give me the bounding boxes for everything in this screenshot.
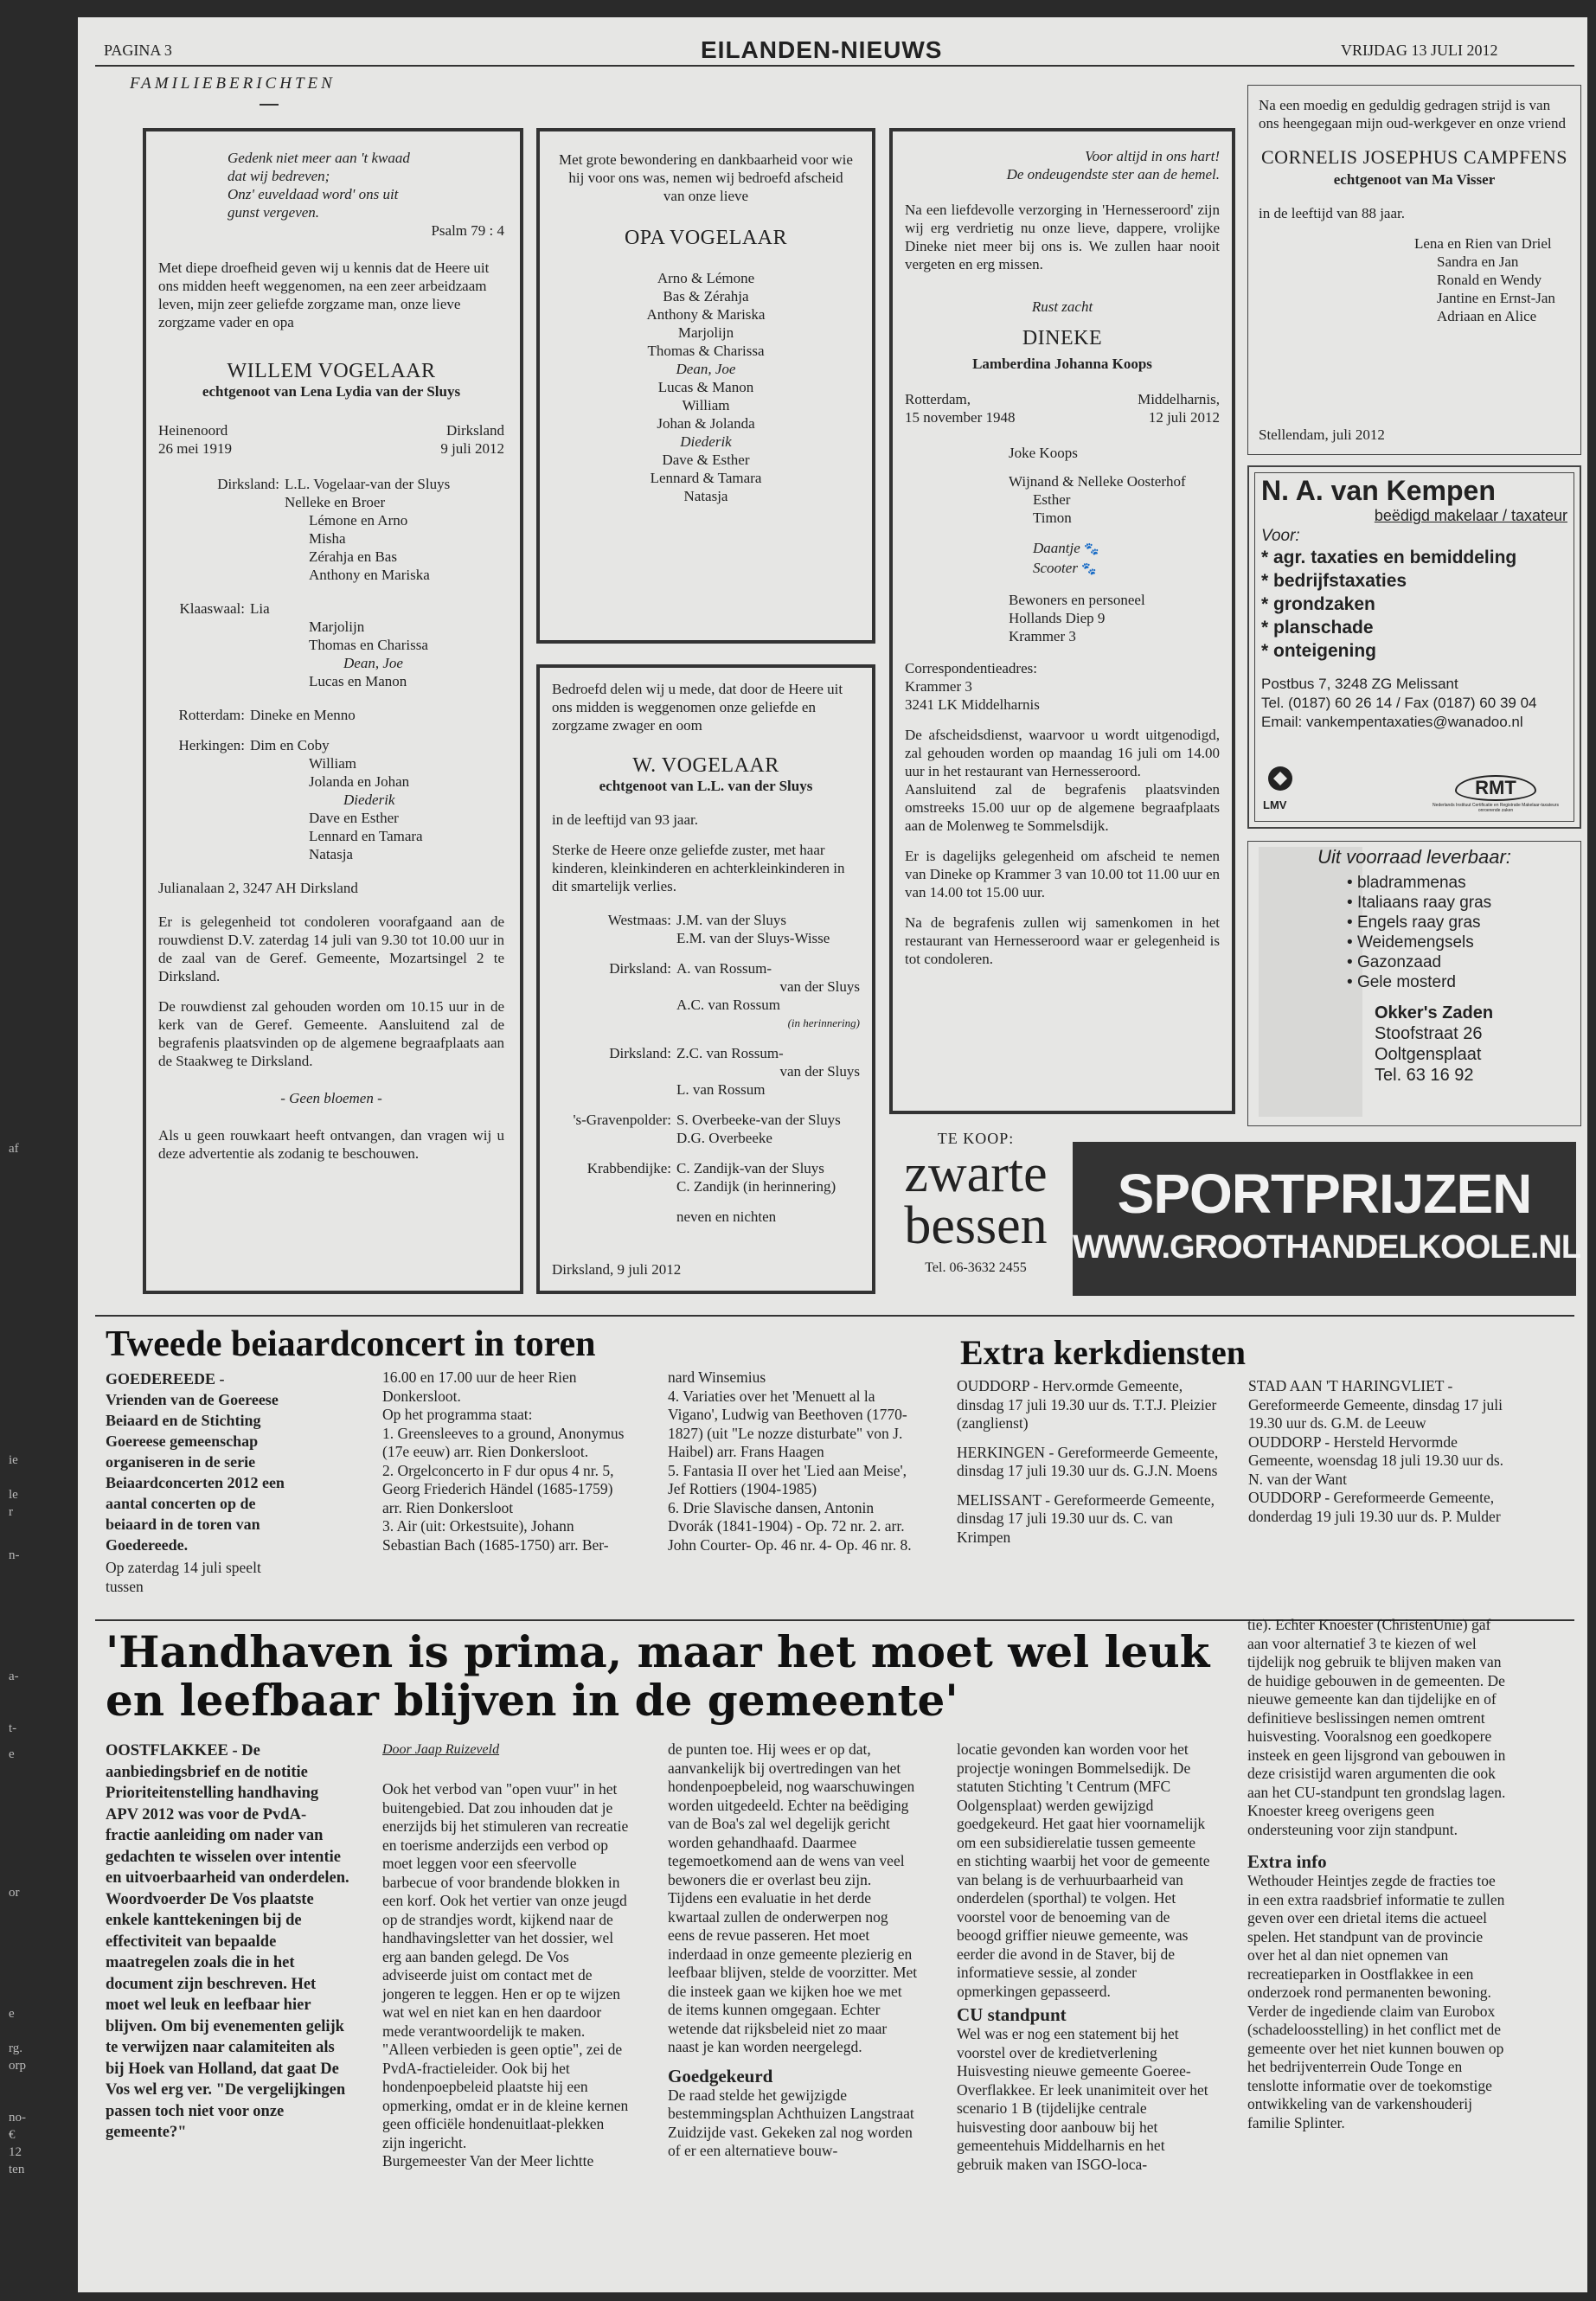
birth-date: 26 mei 1919: [158, 440, 232, 457]
apv-col4: locatie gevonden kan worden voor het projectje woningen Bommelsedijk. De statuten Stichting 't Centrum (MFC Oolgensplaat) werden gewijzigd goedgekeurd. Het gaat hier voornamelijk om een subsidierelatie tussen gemeente en stichting waarbij het voor de gemeente van belang is de verhuurbaarheid van onderdelen (sporthal) te volgen. Het voorstel voor de benoeming van de beoogd griffier nieuwe gemeente, was eerder die avond in de Staver, bij de informatieve sessie, al zonder opmerkingen gepasseerd. CU standpunt Wel was er nog een statement bij het voorstel over de kredietverlening Huisvesting nieuwe gemeente Goeree-Overflakkee. Er leek unanimiteit over het scenario 1 B (tijdelijke centrale huisvesting door aanbouw bij het gemeentehuis Middelharnis en het gebruik maken van ISGO-loca-: [957, 1740, 1210, 2173]
kerk-col1: OUDDORP - Herv.ormde Gemeente, dinsdag 17 juli 19.30 uur ds. T.T.J. Pleizier (zanglienst) HERKINGEN - Gereformeerde Gemeente, dinsdag 17 juli 19.30 uur ds. G.J.N. Moens MELISSANT - Gereformeerde Gemeente, dinsdag 17 juli 19.30 uur ds. C. van Krimpen: [957, 1377, 1219, 1546]
address: Julianalaan 2, 3247 AH Dirksland: [158, 880, 358, 896]
obituary-willem-vogelaar: [143, 128, 523, 1294]
death-date: 12 juli 2012: [1148, 409, 1220, 426]
condolence-info: Er is gelegenheid tot condoleren voorafgaand aan de rouwdienst D.V. zaterdag 14 juli van 9.30 tot 10.00 uur in de zaal van de Geref. Gemeente, Mozartsingel 2 te Dirksland.: [158, 913, 504, 984]
shop-info: Okker's Zaden Stoofstraat 26 Ooltgensplaat Tel. 63 16 92: [1375, 1003, 1494, 1085]
verse: Gedenk niet meer aan 't kwaad dat wij bedreven; Onz' euveldaad word' ons uit gunst vergeven.: [228, 150, 410, 221]
paw-icon: 🐾: [1081, 563, 1097, 576]
obituary-dineke: [889, 128, 1235, 1114]
spouse-line: echtgenoot van L.L. van der Sluys: [599, 778, 813, 794]
intro-text: Na een liefdevolle verzorging in 'Hernesseroord' zijn wij erg verdrietig nu onze lieve, dappere, vrolijke Dineke niet meer bij ons is. We zullen haar nooit vergeten en erg missen.: [905, 202, 1220, 272]
newspaper-page: [78, 17, 1587, 2292]
deceased-name: CORNELIS JOSEPHUS CAMPFENS: [1260, 146, 1568, 168]
comfort-text: Sterke de Heere onze geliefde zuster, met haar kinderen, kleinkinderen en achterkleinkinderen in dit smartelijk verlies.: [552, 842, 845, 894]
card-note: Als u geen rouwkaart heeft ontvangen, dan vragen wij u deze advertentie als zodanig te beschouwen.: [158, 1127, 504, 1162]
deceased-name: DINEKE: [1022, 327, 1103, 349]
death-place: Middelharnis,: [1138, 391, 1220, 407]
company-subtitle: beëdigd makelaar / taxateur: [1374, 507, 1567, 524]
section-title: FAMILIEBERICHTEN: [130, 74, 336, 93]
beiaard-col3: nard Winsemius 4. Variaties over het 'Menuett al la Vigano', Ludwig van Beethoven (1770-1827) (uit "Le nozze disturbate" von J. Haibel) arr. Frans Haagen 5. Fantasia II over het 'Lied aan Meise', Jef Rottiers (1904-1985) 6. Drie Slavische dansen, Antonin Dvorák (1841-1904) - Op. 72 nr. 2. arr. John Courter- Op. 46 nr. 4- Op. 46 nr. 8.: [668, 1368, 912, 1554]
deceased-name: WILLEM VOGELAAR: [227, 360, 436, 382]
birth-place: Heinenoord: [158, 422, 228, 439]
paw-icon: 🐾: [1084, 543, 1099, 556]
rmt-logo: RMT Nederlands Instituut Certificatie en Registratie Makelaar-taxateurs onroerende zaken: [1433, 777, 1559, 813]
ad-title: Uit voorraad leverbaar:: [1317, 846, 1511, 868]
beiaard-headline: Tweede beiaardconcert in toren: [106, 1324, 596, 1364]
apv-col5: tie). Echter Knoester (ChristenUnie) gaf aan voor alternatief 3 te kiezen of wel tijdelijk nog gebruik te blijven maken van de huidige gebouwen in de gemeenten. De nieuwe gemeente kan dan tijdelijke en of definitieve beslissingen nemen omtrent huisvesting. Vooralsnog een goedkopere insteek en geen lijsgrond van gebouwen in deze crisistijd waren argumenten die ook aan het CU-standpunt ten grondslag lagen. Knoester kreeg overigens geen ondersteuning voor zijn standpunt. Extra info Wethouder Heintjes zegde de fracties toe in een extra raadsbrief informatie te zullen geven over een drietal items die actueel spelen. Het standpunt van de provincie over het al dan niet opnemen van recreatieparken in Oostflakkee in een onderzoek rond permanenten bewoning. Verder de ingediende claim van Eurobox (schadeloosstelling) in het conflict met de gemeente over het niet kunnen bouwen op het bedrijventerrein Oude Tonge en tenslotte informatie over de toekomstige ontwikkeling van de varkenshouderij familie Splinter.: [1247, 1616, 1506, 2131]
family-list: Joke Koops Wijnand & Nelleke Oosterhof Esther Timon Daantje 🐾 Scooter 🐾 Bewoners en personeel Hollands Diep 9 Krammer 3: [1009, 445, 1186, 644]
ad-sportprijzen: SPORTPRIJZEN WWW.GROOTHANDELKOOLE.NL: [1073, 1142, 1576, 1296]
deceased-name: OPA VOGELAAR: [624, 227, 788, 249]
place-date: Stellendam, juli 2012: [1259, 426, 1385, 443]
services-label: Voor:: [1261, 527, 1300, 545]
intro-text: Met diepe droefheid geven wij u kennis dat de Heere uit ons midden heeft weggenomen, na een zeer arbeidzaam leven, mijn zeer geliefde zorgzame man, onze lieve zorgzame vader en opa: [158, 260, 490, 330]
beiaard-col1: Op zaterdag 14 juli speelt tussen: [106, 1559, 261, 1595]
service-info: De rouwdienst zal gehouden worden om 10.15 uur in de kerk van de Geref. Gemeente. Aansluitend zal de begrafenis plaatsvinden op de algemene begraafplaats aan de Staakweg te Dirksland.: [158, 998, 504, 1069]
death-date: 9 juli 2012: [440, 440, 504, 457]
no-flowers: - Geen bloemen -: [280, 1090, 382, 1106]
services-list: * agr. taxaties en bemiddeling * bedrijfstaxaties * grondzaken * planschade * onteigening: [1261, 548, 1517, 661]
spouse-line: echtgenoot van Ma Visser: [1333, 171, 1496, 188]
lmv-logo: LMV: [1263, 765, 1301, 811]
section-dash: [260, 104, 279, 106]
apv-headline: 'Handhaven is prima, maar het moet wel leuk en leefbaar blijven in de gemeente': [106, 1626, 1210, 1726]
apv-lead: OOSTFLAKKEE - De aanbiedingsbrief en de notitie Prioriteitenstelling handhaving APV 2012 was voor de PvdA-fractie aanleiding om nader van gedachten te wisselen over intentie en uitvoerbaarheid van onderdelen. Woordvoerder De Vos plaatste enkele kanttekeningen bij de effectiviteit van bepaalde maatregelen zoals die in het document zijn beschreven. Het moet wel leuk en leefbaar hier blijven. Om bij evenementen gelijk te verwijzen naar calamiteiten als bij Hoek van Holland, dat gaat De Vos wel erg ver. "De vergelijkingen passen toch niet voor onze gemeente?": [106, 1742, 349, 2141]
visit-info: Er is dagelijks gelegenheid om afscheid te nemen van Dineke op Krammer 3 van 10.00 tot 11.00 uur en van 14.00 tot 15.00 uur.: [905, 848, 1220, 901]
birth-place: Rotterdam,: [905, 391, 971, 407]
company-name: N. A. van Kempen: [1261, 475, 1496, 506]
birth-date: 15 november 1948: [905, 409, 1016, 426]
page-number: PAGINA 3: [104, 42, 172, 59]
apv-col3: de punten toe. Hij wees er op dat, aanvankelijk bij overtredingen van het hondenpoepbeleid, nog waarschuwingen worden uitgedeeld. Echter na beëdiging van de Boa's zal wel degelijk gericht worden gehandhaafd. Daarmee tegemoetkomend aan de wens van veel bewoners die er overlast beu zijn. Tijdens een evaluatie in het derde kwartaal zullen de onderwerpen nog eens de revue passeren. Het moet inderdaad in onze gemeente plezierig en leefbaar blijven, stelde de voorzitter. Met die insteek gaan we kijken hoe we met de items kunnen omgegaan. Echter wetende dat rijksbeleid niet zo maar naast je kan worden neergelegd. Goedgekeurd De raad stelde het gewijzigde bestemmingsplan Achthuizen Langstraat Zuidzijde vast. Gekeken zal nog worden of er een alternatieve bouw-: [668, 1740, 918, 2159]
obituary-campfens: [1247, 85, 1581, 455]
death-place: Dirksland: [445, 422, 504, 439]
apv-col2: Ook het verbod van "open vuur" in het buitengebied. Dat zou inhouden dat je enerzijds bij het stimuleren van recreatie en toerisme anderzijds een verbod op moet leggen voor een sfeervolle barbecue of voor brandende blokken in een korf. Ook het vertier van onze jeugd op de strandjes wordt, kijkend naar de handhavingsletter van het dossier, wel erg aan banden gelegd. De Vos adviseerde juist om contact met de jongeren te leggen. Hen er op te wijzen wat wel en niet kan en hen daardoor mede verantwoordelijk te maken. "Alleen verbieden is geen optie", zei de PvdA-fractieleider. Ook bij het hondenpoepbeleid plaatste hij een opmerking, omdat er in de kleine kernen geen officiële hondenuitlaat-plekken zijn ingericht. Burgemeester Van der Meer lichtte: [382, 1780, 629, 2170]
apv-byline: Door Jaap Ruizeveld: [382, 1742, 500, 1757]
intro-text: Met grote bewondering en dankbaarheid voor wie hij voor ons was, nemen wij bedroefd afscheid van onze lieve: [559, 151, 853, 204]
ad-okker-zaden: [1247, 841, 1581, 1126]
gathering-info: Na de begrafenis zullen wij samenkomen in het restaurant van Hernesseroord waar er gelegenheid is tot condoleren.: [905, 914, 1220, 967]
intro-text: Na een moedig en geduldig gedragen strijd is van ons heengegaan mijn oud-werkgever en onze vriend: [1259, 97, 1566, 131]
seed-list: • bladrammenas • Italiaans raay gras • Engels raay gras • Weidemengsels • Gazonzaad • Gele mosterd: [1347, 874, 1492, 991]
psalm-ref: Psalm 79 : 4: [431, 222, 504, 239]
intro-text: Bedroefd delen wij u mede, dat door de Heere uit ons midden is weggenomen onze geliefde en zorgzame zwager en oom: [552, 681, 843, 734]
obituary-w-vogelaar: [536, 664, 875, 1294]
place-date: Dirksland, 9 juli 2012: [552, 1261, 682, 1278]
ad-zwarte-bessen: TE KOOP: zwarte bessen Tel. 06-3632 2455: [904, 1130, 1048, 1275]
family-list: Lena en Rien van Driel Sandra en Jan Ronald en Wendy Jantine en Ernst-Jan Adriaan en Alice: [1414, 235, 1555, 324]
ad-van-kempen: [1247, 465, 1581, 829]
rust-zacht: Rust zacht: [1031, 298, 1093, 315]
kerk-headline: Extra kerkdiensten: [960, 1333, 1246, 1372]
spouse-line: echtgenoot van Lena Lydia van der Sluys: [202, 383, 461, 400]
header-rule: [95, 65, 1574, 67]
issue-date: VRIJDAG 13 JULI 2012: [1341, 42, 1498, 59]
verse: Voor altijd in ons hart! De ondeugendste ster aan de hemel.: [1006, 148, 1220, 183]
burial-info: Aansluitend zal de begrafenis plaatsvinden omstreeks 15.00 uur op de algemene begraafplaats aan de Molenweg te Sommelsdijk.: [905, 781, 1220, 834]
age-line: in de leeftijd van 93 jaar.: [552, 811, 698, 828]
obituary-opa-vogelaar: [536, 128, 875, 644]
service-info: De afscheidsdienst, waarvoor u wordt uitgenodigd, zal gehouden worden op maandag 16 juli om 14.00 uur in het restaurant van Hernesseroord.: [905, 727, 1220, 779]
full-name: Lamberdina Johanna Koops: [972, 356, 1152, 372]
beiaard-lead: GOEDEREEDE - Vrienden van de Goereese Beiaard en de Stichting Goereese gemeenschap organiseren in de serie Beiaardconcerten 2012 een aantal concerten op de beiaard in de toren van Goedereede.: [106, 1370, 285, 1554]
correspondence-address: Correspondentieadres: Krammer 3 3241 LK Middelharnis: [905, 660, 1040, 713]
grandchildren-list: Arno & Lémone Bas & Zérahja Anthony & Mariska Marjolijn Thomas & Charissa Dean, Joe Lucas & Manon William Johan & Jolanda Diederik Dave & Esther Lennard & Tamara Natasja: [646, 270, 766, 504]
kerk-col2: STAD AAN 'T HARINGVLIET - Gereformeerde Gemeente, dinsdag 17 juli 19.30 uur ds. G.M. de Leeuw OUDDORP - Hersteld Hervormde Gemeente, woensdag 18 juli 19.30 uur ds. N. van der Want OUDDORP - Gereformeerde Gemeente, donderdag 19 juli 19.30 uur ds. P. Mulder: [1248, 1377, 1504, 1525]
beiaard-col2: 16.00 en 17.00 uur de heer Rien Donkersloot. Op het programma staat: 1. Greensleeves to a ground, Anonymus (17e eeuw) arr. Rien Donkersloot. 2. Orgelconcerto in F dur opus 4 nr. 5, Georg Friederich Händel (1685-1759) arr. Rien Donkersloot 3. Air (uit: Orkestsuite), Johann Sebastian Bach (1685-1750) arr. Ber-: [382, 1368, 625, 1554]
family-list: Dirksland: L.L. Vogelaar-van der Sluys Nelleke en Broer Lémone en Arno Misha Zérahja en Bas Anthony en Mariska Klaaswaal: Lia Marjolijn Thomas en Charissa Dean, Joe Lucas en Manon Rotterdam: Dineke en Menno Herkingen: Dim en Coby William Jolanda en Johan Diederik Dave en Esther Lennard en Tamara Natasja: [178, 476, 451, 862]
facing-page-edge: af ie le r n- a- t- e or e rg. orp no- € 12 ten: [9, 1142, 26, 2176]
ads-bottom-rule: [95, 1315, 1574, 1317]
masthead: EILANDEN-NIEUWS: [701, 36, 943, 63]
age-line: in de leeftijd van 88 jaar.: [1259, 205, 1405, 221]
deceased-name: W. VOGELAAR: [632, 754, 779, 777]
family-list: Westmaas: J.M. van der Sluys E.M. van der Sluys-Wisse Dirksland: A. van Rossum- van der Sluys A.C. van Rossum (in herinnering) Dirksland: Z.C. van Rossum- van der Sluys L. van Rossum 's-Gravenpolder: S. Overbeeke-van der Sluys D.G. Overbeeke Krabbendijke: C. Zandijk-van der Sluys C. Zandijk (in herinnering) neven en nichten: [573, 912, 860, 1225]
contact-info: Postbus 7, 3248 ZG Melissant Tel. (0187) 60 26 14 / Fax (0187) 60 39 04 Email: vankempentaxaties@wanadoo.nl: [1261, 676, 1537, 730]
